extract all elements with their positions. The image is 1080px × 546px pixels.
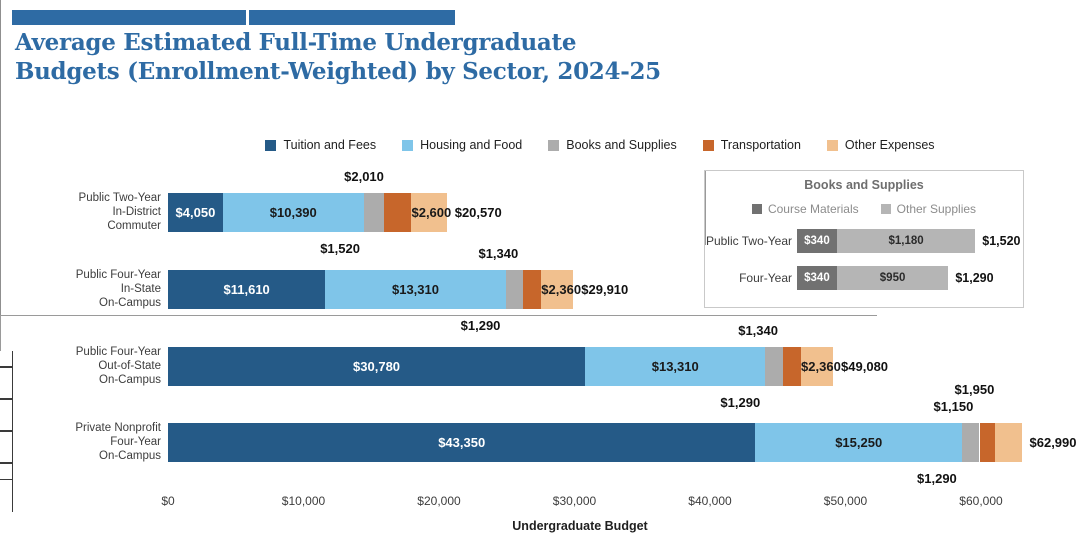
inset-bar-value-label: $950 [879, 272, 906, 284]
category-label-line: Four-Year [110, 436, 161, 448]
books-supplies-inset [704, 170, 1024, 308]
x-tick-label: $20,000 [417, 494, 461, 508]
category-label [76, 268, 161, 310]
category-label-line: On-Campus [99, 450, 161, 462]
bar-segment-books-and-supplies [506, 270, 523, 309]
inset-bar-value-label: $340 [804, 272, 830, 284]
x-tick-label: $50,000 [823, 494, 868, 508]
legend-label: Books and Supplies [566, 138, 677, 152]
category-label-line: Public Four-Year [75, 269, 161, 281]
callout-value-label: $1,950 [954, 382, 995, 397]
bar-value-label: $43,350 [438, 435, 486, 450]
x-axis-line [0, 315, 877, 316]
bar-value-label: $2,360 [801, 359, 841, 374]
callout-value-label: $1,340 [478, 246, 519, 261]
page-title-line1: Average Estimated Full-Time Undergraduate [15, 29, 577, 56]
inset-category-label: Four-Year [739, 271, 792, 285]
bar-total-label: $62,990 [1029, 435, 1077, 450]
callout-line [0, 415, 13, 431]
bar-value-label: $2,360 [541, 282, 582, 297]
category-label [76, 345, 161, 387]
bar-segment-transportation [523, 270, 541, 309]
category-label-line: Public Four-Year [75, 346, 161, 358]
bar-segment-transportation [783, 347, 801, 386]
y-axis-line [0, 0, 1, 315]
x-axis-title: Undergraduate Budget [512, 519, 648, 533]
callout-value-label: $1,290 [917, 471, 957, 486]
page-title-line2: Budgets (Enrollment-Weighted) by Sector, 2024-25 [15, 58, 661, 85]
bar-segment-books-and-supplies [364, 193, 385, 232]
callout-value-label: $1,340 [738, 323, 778, 338]
category-label-line: Commuter [107, 220, 161, 232]
bar-value-label: $4,050 [175, 205, 216, 220]
inset-chart [705, 171, 1023, 307]
callout-line [0, 463, 13, 479]
inset-bar-total-label: $1,290 [955, 271, 994, 285]
x-tick-label: $40,000 [688, 494, 732, 508]
bar-total-label: $20,570 [454, 205, 502, 220]
category-label-line: In-District [112, 206, 161, 218]
category-label-line: Public Two-Year [78, 192, 161, 204]
category-label-line: Private Nonprofit [75, 422, 161, 434]
callout-line [0, 383, 13, 399]
bar-value-label: $2,600 [411, 205, 452, 220]
bar-value-label: $11,610 [223, 282, 270, 297]
bar-value-label: $30,780 [353, 359, 401, 374]
bar-total-label: $49,080 [841, 359, 889, 374]
inset-bar-value-label: $1,180 [888, 235, 924, 247]
bar-segment-books-and-supplies [765, 347, 782, 386]
callout-line [0, 399, 13, 415]
bar-segment-other-expenses [995, 423, 1021, 462]
category-label-line: Out-of-State [98, 360, 161, 372]
bar-segment-transportation [384, 193, 411, 232]
x-tick-label: $0 [161, 494, 175, 508]
x-tick-label: $10,000 [281, 494, 326, 508]
bar-segment-books-and-supplies [962, 423, 979, 462]
callout-value-label: $1,290 [460, 318, 501, 333]
bar-segment-transportation [980, 423, 996, 462]
legend-label: Other Expenses [844, 138, 935, 152]
bar-value-label: $13,310 [651, 359, 699, 374]
x-tick-label: $60,000 [959, 494, 1003, 508]
bar-value-label: $10,390 [269, 205, 317, 220]
category-label-line: On-Campus [99, 374, 161, 386]
callout-line [0, 351, 13, 367]
legend-label: Transportation [720, 138, 801, 152]
legend-label: Housing and Food [420, 138, 523, 152]
category-label [79, 191, 161, 233]
callout-value-label: $2,010 [344, 169, 384, 184]
bar-value-label: $13,310 [391, 282, 439, 297]
category-label-line: In-State [120, 283, 161, 295]
callout-line [0, 447, 13, 463]
x-tick-label: $30,000 [552, 494, 597, 508]
inset-title: Books and Supplies [804, 178, 924, 192]
callout-value-label: $1,150 [933, 399, 974, 414]
callout-line [0, 431, 13, 447]
callout-value-label: $1,520 [320, 241, 360, 256]
legend-label: Tuition and Fees [283, 138, 377, 152]
legend-label: Other Supplies [896, 202, 977, 216]
inset-bar-value-label: $340 [804, 235, 830, 247]
callout-line [0, 367, 13, 383]
legend-label: Course Materials [767, 202, 859, 216]
category-label-line: On-Campus [99, 297, 161, 309]
callout-value-label: $1,290 [720, 395, 761, 410]
inset-bar-total-label: $1,520 [982, 234, 1021, 248]
bar-total-label: $29,910 [581, 282, 629, 297]
inset-category-label: Public Two-Year [705, 234, 792, 248]
bar-value-label: $15,250 [835, 435, 883, 450]
callout-line [0, 479, 13, 512]
category-label [75, 421, 161, 463]
